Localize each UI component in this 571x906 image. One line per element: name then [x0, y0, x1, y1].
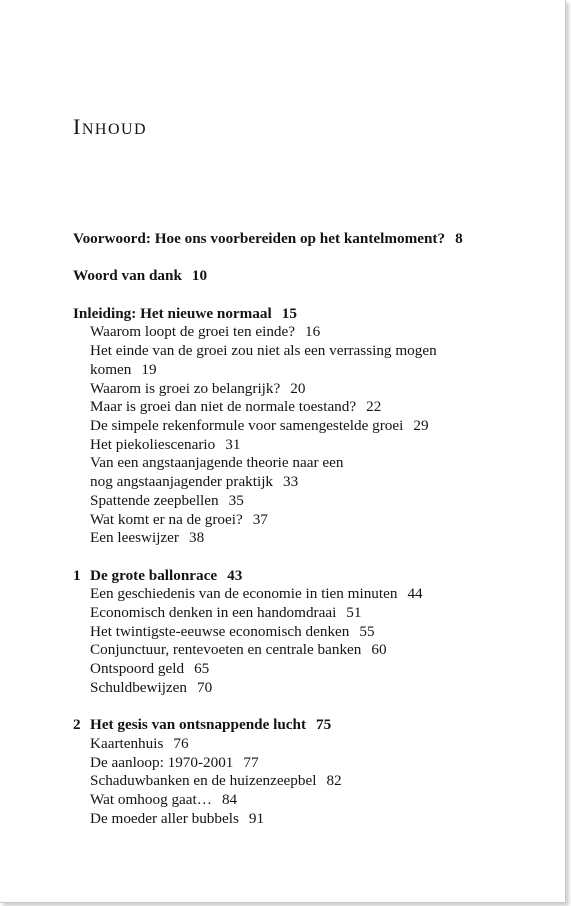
page-number: 44	[407, 585, 423, 603]
page-number: 35	[228, 491, 244, 509]
toc-heading-label: Inleiding: Het nieuwe normaal	[73, 304, 272, 322]
toc-item	[73, 342, 513, 361]
toc-item-label: Het twintigste-eeuwse economisch denken	[90, 622, 350, 640]
toc-item-label: Waarom loopt de groei ten einde?	[90, 323, 295, 341]
toc-item-label: De simpele rekenformule voor samengestelde groei	[90, 417, 404, 434]
toc-heading-label: Woord van dank	[73, 267, 182, 285]
toc-heading-label: Het gesis van ontsnappende lucht	[90, 716, 307, 734]
toc-section	[73, 716, 513, 828]
page-number: 51	[346, 604, 362, 622]
toc-item-continuation	[73, 361, 513, 380]
toc-item-label: Wat komt er na de groei?	[90, 510, 243, 528]
page-number: 22	[366, 398, 382, 416]
toc-item	[73, 810, 513, 829]
toc-item-label: Van een angstaanjagende theorie naar een	[90, 454, 344, 472]
toc-item	[73, 772, 513, 791]
toc-item	[73, 436, 513, 455]
toc-item-label: Schaduwbanken en de huizenzeepbel	[90, 772, 317, 790]
page-number: 15	[281, 304, 297, 322]
page-number: 10	[191, 267, 208, 285]
chapter-number: 2	[73, 716, 81, 734]
toc-item-label: Ontspoord geld	[90, 660, 185, 678]
toc-item-label: De moeder aller bubbels	[90, 809, 239, 827]
toc-section	[73, 230, 513, 249]
toc-item-label: Waarom is groei zo belangrijk?	[90, 379, 281, 397]
toc-item	[73, 492, 513, 511]
toc-item-label: Maar is groei dan niet de normale toestand?	[90, 398, 357, 416]
toc-section	[73, 567, 513, 698]
toc-item	[73, 585, 513, 604]
toc-item	[73, 623, 513, 642]
toc-item-label: Economisch denken in een handomdraai	[90, 604, 337, 622]
toc-item	[73, 454, 513, 473]
page-number: 33	[283, 473, 299, 491]
toc-item-label: Spattende zeepbellen	[90, 491, 219, 509]
toc-item	[73, 660, 513, 679]
toc-item-label: Wat omhoog gaat…	[90, 791, 212, 809]
toc-item-label: De aanloop: 1970-2001	[90, 753, 234, 771]
toc-item-label: Kaartenhuis	[90, 734, 164, 752]
page-number: 65	[194, 660, 210, 678]
page-number: 37	[252, 510, 268, 528]
page-number: 75	[316, 716, 332, 734]
page-number: 82	[326, 772, 342, 790]
toc-item-label: Een geschiedenis van de economie in tien minuten	[90, 585, 398, 603]
page-number: 77	[243, 753, 259, 771]
page-title	[73, 114, 147, 140]
toc-item	[73, 735, 513, 754]
toc-item	[73, 754, 513, 773]
page-number: 60	[371, 641, 387, 659]
toc-heading-label: De grote ballonrace	[90, 566, 218, 584]
page-number: 31	[225, 435, 241, 453]
toc-heading	[73, 230, 513, 249]
page-number: 55	[359, 622, 375, 640]
toc-heading-label: Voorwoord: Hoe ons voorbereiden op het kantelmoment?	[73, 230, 446, 247]
page-number: 84	[221, 791, 238, 809]
page-number: 76	[173, 734, 189, 752]
toc-item	[73, 380, 513, 399]
page-number: 29	[413, 417, 429, 434]
toc-item	[73, 417, 513, 436]
toc-heading	[73, 716, 513, 735]
toc-item	[73, 398, 513, 417]
page-number: 16	[305, 323, 321, 341]
toc-item	[73, 511, 513, 530]
page-number: 20	[290, 379, 306, 397]
toc-item	[73, 679, 513, 698]
page-number: 43	[227, 566, 243, 584]
table-of-contents	[73, 230, 513, 847]
toc-item-continuation	[73, 473, 513, 492]
toc-item	[73, 323, 513, 342]
toc-item-label: Een leeswijzer	[90, 529, 179, 547]
toc-item-label: Het piekoliescenario	[90, 435, 216, 453]
toc-item	[73, 791, 513, 810]
toc-section	[73, 267, 513, 286]
toc-item-label: Conjunctuur, rentevoeten en centrale banken	[90, 641, 362, 659]
toc-item-label-continued: nog angstaanjagender praktijk	[90, 473, 274, 491]
toc-item	[73, 604, 513, 623]
toc-item-label: Het einde van de groei zou niet als een verrassing mogen	[90, 342, 437, 360]
page-number: 19	[141, 360, 157, 378]
page-number: 91	[248, 809, 265, 827]
toc-heading	[73, 305, 513, 324]
toc-item-label: Schuldbewijzen	[90, 678, 188, 696]
page-number: 70	[197, 678, 213, 696]
toc-section	[73, 305, 513, 548]
toc-item-label-continued: komen	[90, 360, 132, 378]
title-initial: I	[73, 114, 82, 139]
chapter-number: 1	[73, 566, 81, 584]
toc-heading	[73, 267, 513, 286]
page-number: 8	[455, 230, 463, 247]
toc-heading	[73, 567, 513, 586]
toc-item	[73, 641, 513, 660]
toc-item	[73, 529, 513, 548]
title-rest: NHOUD	[81, 121, 148, 138]
page-number: 38	[188, 529, 205, 547]
